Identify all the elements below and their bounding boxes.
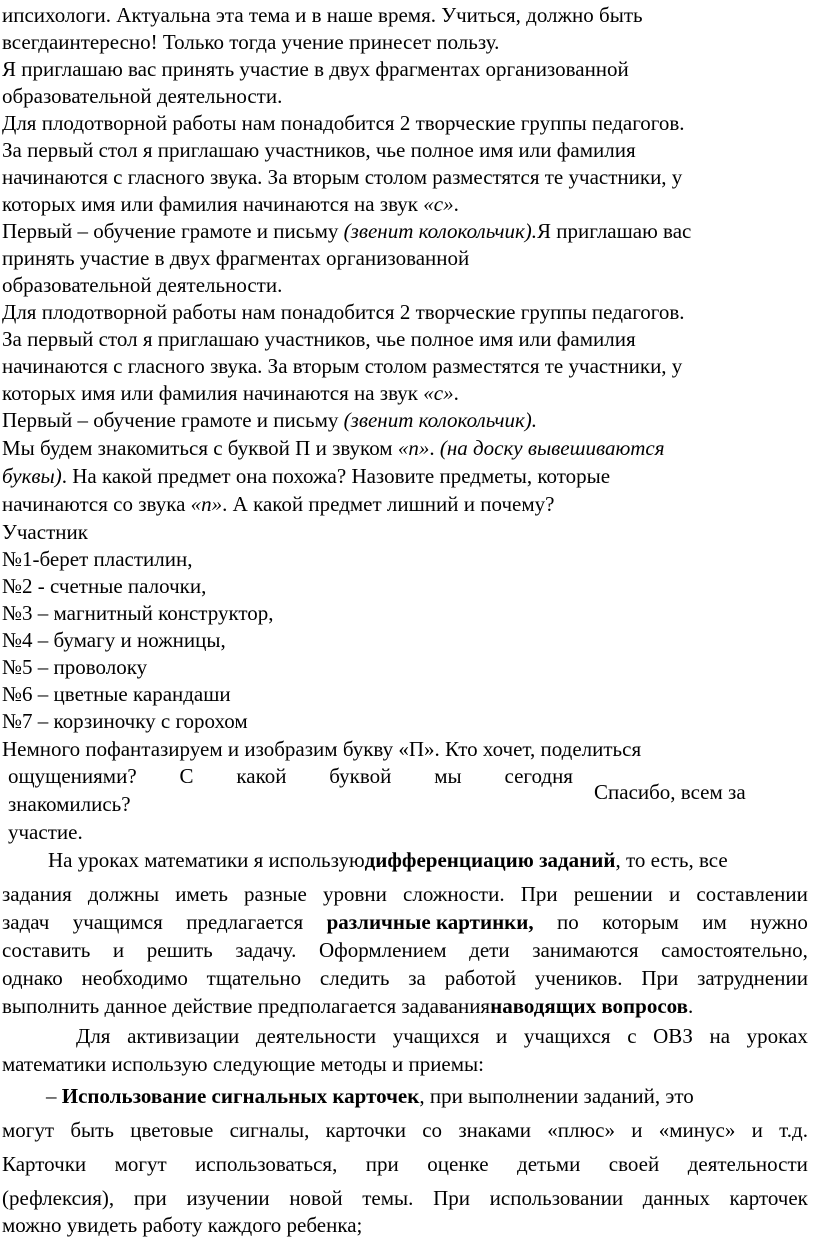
- text-span: Первый – обучение грамоте и письму: [2, 408, 344, 432]
- word: Для: [76, 1024, 111, 1048]
- text-span: которых имя или фамилия начинаются на звук: [2, 192, 424, 216]
- word: учащихся: [523, 1024, 611, 1048]
- bold-span: Использование сигнальных карточек: [61, 1084, 420, 1108]
- text-line: [2, 435, 665, 461]
- text-span: которых имя или фамилия начинаются на звук: [2, 381, 424, 405]
- text-span: Мы будем знакомиться с буквой П и звуком: [2, 436, 398, 460]
- text-span: выполнить данное действие предполагается задавания: [2, 994, 491, 1018]
- word: дети: [469, 938, 510, 962]
- bold-span: различные картинки,: [326, 910, 534, 934]
- word: т.д.: [779, 1118, 808, 1142]
- word: «минус»: [658, 1118, 736, 1142]
- word: использоваться,: [195, 1152, 338, 1176]
- word: карточек: [729, 1186, 808, 1210]
- italic-span: (на доску вывешиваются: [439, 436, 665, 460]
- thanks-text: Спасибо, всем за: [594, 780, 746, 804]
- text-span: На уроках математики я использую: [48, 848, 365, 872]
- word: Карточки: [2, 1152, 87, 1176]
- word: какой: [236, 764, 287, 788]
- italic-span: «п»: [397, 436, 430, 460]
- text-span: . На какой предмет она похожа? Назовите предметы, которые: [61, 464, 611, 488]
- word: При: [641, 966, 679, 990]
- word: ОВЗ: [653, 1024, 693, 1048]
- word: С: [179, 764, 194, 788]
- word: предлагается: [186, 910, 304, 934]
- italic-span: «с»: [423, 381, 454, 405]
- word: сигналы,: [229, 1118, 310, 1142]
- list-item: №5 – проволоку: [2, 655, 148, 679]
- word: составить: [2, 938, 91, 962]
- word: цветовые: [130, 1118, 214, 1142]
- text-line: всегдаинтересно! Только тогда учение принесет пользу.: [2, 30, 500, 54]
- text-line: Немного пофантазируем и изобразим букву «П». Кто хочет, поделиться: [2, 737, 642, 761]
- word: самостоятельно,: [661, 938, 808, 962]
- word: ощущениями?: [8, 764, 137, 788]
- text-line: принять участие в двух фрагментах организованной: [2, 246, 470, 270]
- paragraph-line: [2, 989, 808, 1023]
- bold-span: дифференциацию заданий: [364, 848, 616, 872]
- italic-span: (звенит колокольчик).: [343, 408, 538, 432]
- word: за: [408, 966, 426, 990]
- word: учеников.: [534, 966, 623, 990]
- word: при: [365, 1152, 399, 1176]
- word: использовании: [489, 1186, 624, 1210]
- word: мы: [434, 764, 462, 788]
- text-span: . А какой предмет лишний и почему?: [222, 492, 555, 516]
- word: деятельности: [687, 1152, 808, 1176]
- text-span: , при выполнении заданий, это: [419, 1084, 694, 1108]
- word: Оформлением: [318, 938, 447, 962]
- text-line: [2, 218, 691, 244]
- list-item: №1-берет пластилин,: [2, 547, 193, 571]
- word: могут: [2, 1118, 55, 1142]
- participant-heading: Участник: [2, 520, 88, 544]
- word: иметь: [175, 882, 228, 906]
- text-line: начинаются с гласного звука. За вторым столом разместятся те участники, у: [2, 165, 683, 189]
- text-span: .: [429, 436, 440, 460]
- word: необходимо: [81, 966, 188, 990]
- text-line: [2, 191, 459, 217]
- word: данных: [642, 1186, 710, 1210]
- word: уровни: [322, 882, 387, 906]
- word: задания: [2, 882, 72, 906]
- word: и: [496, 1024, 508, 1048]
- text-line: Для плодотворной работы нам понадобится 2 творческие группы педагогов.: [2, 300, 685, 324]
- word: со: [422, 1118, 443, 1142]
- text-span: начинаются со звука: [2, 492, 191, 516]
- word: однако: [2, 966, 63, 990]
- word: оценке: [427, 1152, 489, 1176]
- text-line: Для плодотворной работы нам понадобится 2 творческие группы педагогов.: [2, 111, 685, 135]
- word: сложности.: [403, 882, 505, 906]
- word: с: [627, 1024, 637, 1048]
- word: разные: [244, 882, 307, 906]
- word: уроках: [746, 1024, 808, 1048]
- list-item: №4 – бумагу и ножницы,: [2, 628, 226, 652]
- text-span: .: [453, 192, 459, 216]
- word: могут: [114, 1152, 167, 1176]
- paragraph-line: можно увидеть работу каждого ребенка;: [2, 1213, 363, 1237]
- text-line: За первый стол я приглашаю участников, чье полное имя или фамилия: [2, 327, 636, 351]
- word: своей: [608, 1152, 660, 1176]
- bold-span: наводящих вопросов: [490, 994, 688, 1018]
- word: занимаются: [532, 938, 639, 962]
- italic-span: буквы): [2, 464, 62, 488]
- word: карточки: [325, 1118, 406, 1142]
- text-span: Я приглашаю вас: [537, 219, 692, 243]
- text-line: ипсихологи. Актуальна эта тема и в наше время. Учиться, должно быть: [2, 3, 643, 27]
- word: сегодня: [504, 764, 573, 788]
- list-item: №3 – магнитный конструктор,: [2, 601, 274, 625]
- word: составлении: [696, 882, 808, 906]
- paragraph-line: [2, 1113, 808, 1147]
- text-span: .: [687, 994, 694, 1018]
- italic-span: «п»: [190, 492, 223, 516]
- text-line: Я приглашаю вас принять участие в двух фрагментах организованной: [2, 57, 629, 81]
- word: и: [668, 882, 681, 906]
- word: учащихся: [392, 1024, 480, 1048]
- word: нужно: [750, 910, 808, 934]
- list-item: №7 – корзиночку с горохом: [2, 709, 248, 733]
- italic-span: (звенит колокольчик).: [343, 219, 538, 243]
- list-item: №6 – цветные карандаши: [2, 682, 231, 706]
- paragraph-line: [2, 1147, 808, 1181]
- text-line: За первый стол я приглашаю участников, чье полное имя или фамилия: [2, 138, 636, 162]
- word: по: [557, 910, 579, 934]
- word: затруднении: [697, 966, 808, 990]
- word: темы.: [362, 1186, 414, 1210]
- question-line: участие.: [8, 820, 83, 844]
- word: должны: [87, 882, 160, 906]
- word: При: [520, 882, 558, 906]
- word: при: [133, 1186, 167, 1210]
- question-line: знакомились?: [8, 792, 131, 816]
- text-line: [2, 380, 459, 406]
- word: решить: [146, 938, 213, 962]
- word: При: [433, 1186, 470, 1210]
- text-line: образовательной деятельности.: [2, 273, 283, 297]
- word: тщательно: [206, 966, 302, 990]
- word: активизации: [127, 1024, 240, 1048]
- italic-span: «с»: [423, 192, 454, 216]
- text-span: , то есть, все: [615, 848, 728, 872]
- word: и: [631, 1118, 643, 1142]
- word: решении: [573, 882, 653, 906]
- word: знаками: [458, 1118, 531, 1142]
- word: быть: [70, 1118, 114, 1142]
- text-span: .: [453, 381, 459, 405]
- paragraph-line: [2, 843, 808, 877]
- word: новой: [289, 1186, 343, 1210]
- text-line: [2, 491, 554, 517]
- word: работой: [444, 966, 517, 990]
- word: буквой: [329, 764, 392, 788]
- paragraph-line: [2, 1079, 808, 1113]
- text-span: –: [46, 1084, 62, 1108]
- question-line: [8, 763, 573, 789]
- word: следить: [319, 966, 390, 990]
- word: деятельности: [255, 1024, 377, 1048]
- word: и: [112, 938, 125, 962]
- text-line: [2, 407, 537, 433]
- word: им: [702, 910, 727, 934]
- word: «плюс»: [547, 1118, 615, 1142]
- word: задачу.: [235, 938, 297, 962]
- word: изучении: [186, 1186, 270, 1210]
- text-line: [2, 463, 610, 489]
- word: на: [709, 1024, 731, 1048]
- word: задач: [2, 910, 50, 934]
- word: учащимся: [72, 910, 163, 934]
- word: детьми: [517, 1152, 581, 1176]
- text-line: начинаются с гласного звука. За вторым столом разместятся те участники, у: [2, 354, 683, 378]
- text-span: Первый – обучение грамоте и письму: [2, 219, 344, 243]
- text-line: образовательной деятельности.: [2, 84, 283, 108]
- word: и: [751, 1118, 763, 1142]
- word: (рефлексия),: [2, 1186, 115, 1210]
- list-item: №2 - счетные палочки,: [2, 574, 207, 598]
- word: которым: [602, 910, 679, 934]
- paragraph-line: математики использую следующие методы и приемы:: [2, 1052, 484, 1076]
